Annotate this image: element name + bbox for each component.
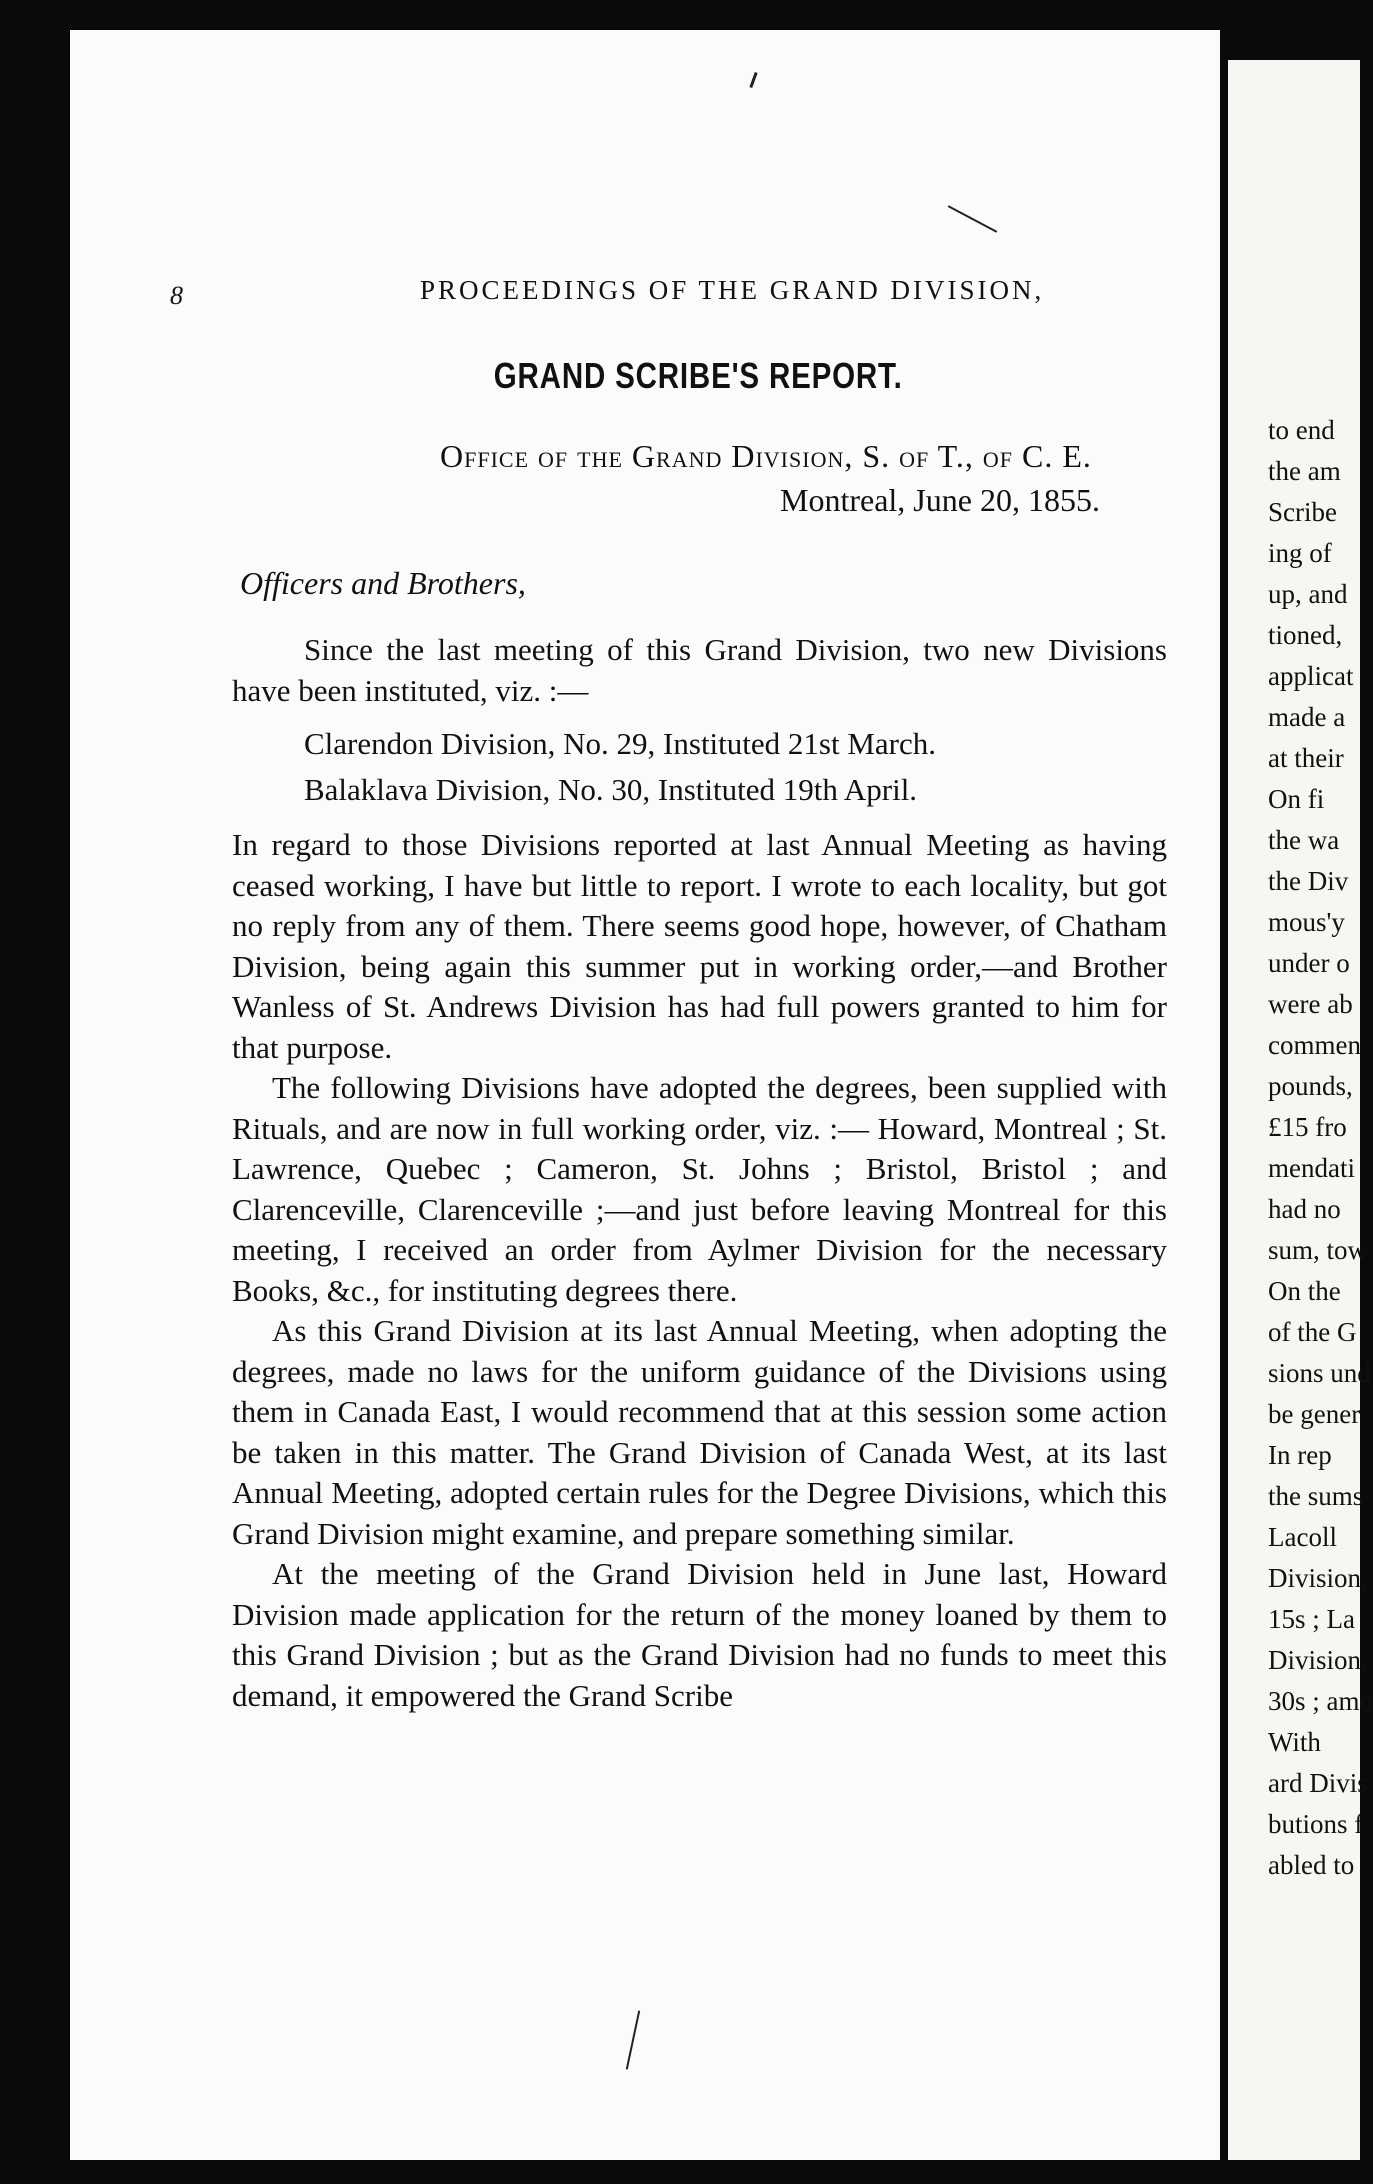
facing-page-line: On fi: [1268, 784, 1325, 814]
facing-page-line: under o: [1268, 948, 1350, 978]
list-item: Balaklava Division, No. 30, Instituted 19th April.: [304, 772, 918, 807]
page-number: 8: [170, 281, 183, 310]
facing-page-line: be gener: [1268, 1399, 1361, 1429]
facing-page-line: mendati: [1268, 1153, 1355, 1183]
facing-page-line: mous'y: [1268, 907, 1345, 937]
running-head: PROCEEDINGS OF THE GRAND DIVISION,: [420, 275, 1045, 305]
facing-page-line: sions und: [1268, 1358, 1371, 1388]
facing-page-line: the am: [1268, 456, 1341, 486]
facing-page-line: £15 fro: [1268, 1112, 1347, 1142]
list-item: Clarendon Division, No. 29, Instituted 21st March.: [304, 726, 936, 761]
report-title: GRAND SCRIBE'S REPORT.: [493, 355, 903, 396]
facing-page-line: Division,: [1268, 1563, 1368, 1593]
facing-page-line: Lacoll: [1268, 1522, 1337, 1552]
facing-page-line: In rep: [1268, 1440, 1332, 1470]
facing-page-line: the Div: [1268, 866, 1349, 896]
facing-page-line: butions f: [1268, 1809, 1364, 1839]
divisions-list: [232, 721, 1167, 813]
facing-page-line: at their: [1268, 743, 1344, 773]
facing-page-line: were ab: [1268, 989, 1353, 1019]
facing-page-line: Scribe: [1268, 497, 1337, 527]
facing-page-line: On the: [1268, 1276, 1341, 1306]
facing-page-line: pounds,: [1268, 1071, 1353, 1101]
facing-page-line: commen: [1268, 1030, 1361, 1060]
facing-page-line: made a: [1268, 702, 1346, 732]
facing-page-line: to end: [1268, 415, 1335, 445]
report-body: [232, 630, 1167, 1716]
facing-page-line: ard Divis: [1268, 1768, 1368, 1798]
salutation: Officers and Brothers,: [240, 565, 526, 601]
facing-page-line: sum, tow: [1268, 1235, 1368, 1265]
facing-page-line: Division,: [1268, 1645, 1368, 1675]
facing-page-line: of the G: [1268, 1317, 1357, 1347]
facing-page-line: had no: [1268, 1194, 1341, 1224]
facing-page-line: up, and: [1268, 579, 1348, 609]
facing-page-line: 15s ; La: [1268, 1604, 1355, 1634]
facing-page-line: ing of: [1268, 538, 1332, 568]
facing-page-line: 30s ; amo: [1268, 1686, 1373, 1716]
date-line: Montreal, June 20, 1855.: [780, 482, 1100, 518]
facing-page-line: the wa: [1268, 825, 1340, 855]
page-header: [170, 275, 1150, 315]
facing-page-text: [1268, 410, 1373, 1886]
facing-page-line: tioned,: [1268, 620, 1343, 650]
office-line: Office of the Grand Division, S. of T., of C. E.: [440, 438, 1092, 474]
paragraph-ceased-divisions: In regard to those Divisions reported at last Annual Meeting as having ceased working, I have but little to report. I wrote to each locality, but got no reply from any of them. There seems good hope, however, of Chatham Division, being again this summer put in working order,—and Brother Wanless of St. Andrews Division has had full powers granted to him for that purpose.: [232, 827, 1167, 1065]
facing-page-line: applicat: [1268, 661, 1354, 691]
paragraph-howard-loan: At the meeting of the Grand Division held in June last, Howard Division made application for the return of the money loaned by them to this Grand Division ; but as the Grand Division had no funds to meet this demand, it empowered the Grand Scribe: [232, 1556, 1167, 1713]
paragraph-recommendation: As this Grand Division at its last Annual Meeting, when adopting the degrees, made no laws for the uniform guidance of the Divisions using them in Canada East, I would recommend that at this session some action be taken in this matter. The Grand Division of Canada West, at its last Annual Meeting, adopted certain rules for the Degree Divisions, which this Grand Division might examine, and prepare something similar.: [232, 1313, 1167, 1551]
intro-paragraph: Since the last meeting of this Grand Division, two new Divisions have been instituted, viz. :—: [232, 632, 1167, 708]
facing-page-line: With: [1268, 1727, 1321, 1757]
facing-page-line: the sums: [1268, 1481, 1364, 1511]
paragraph-degrees: The following Divisions have adopted the degrees, been supplied with Rituals, and are now in full working order, viz. :— Howard, Montreal ; St. Lawrence, Quebec ; Cameron, St. Johns ; Bristol, Bristol ; and Clarenceville, Clarenceville ;—and just before leaving Montreal for this meeting, I received an order from Aylmer Division for the necessary Books, &c., for instituting degrees there.: [232, 1070, 1167, 1308]
facing-page-line: abled to: [1268, 1850, 1355, 1880]
facing-page-edge: [1228, 60, 1373, 2160]
